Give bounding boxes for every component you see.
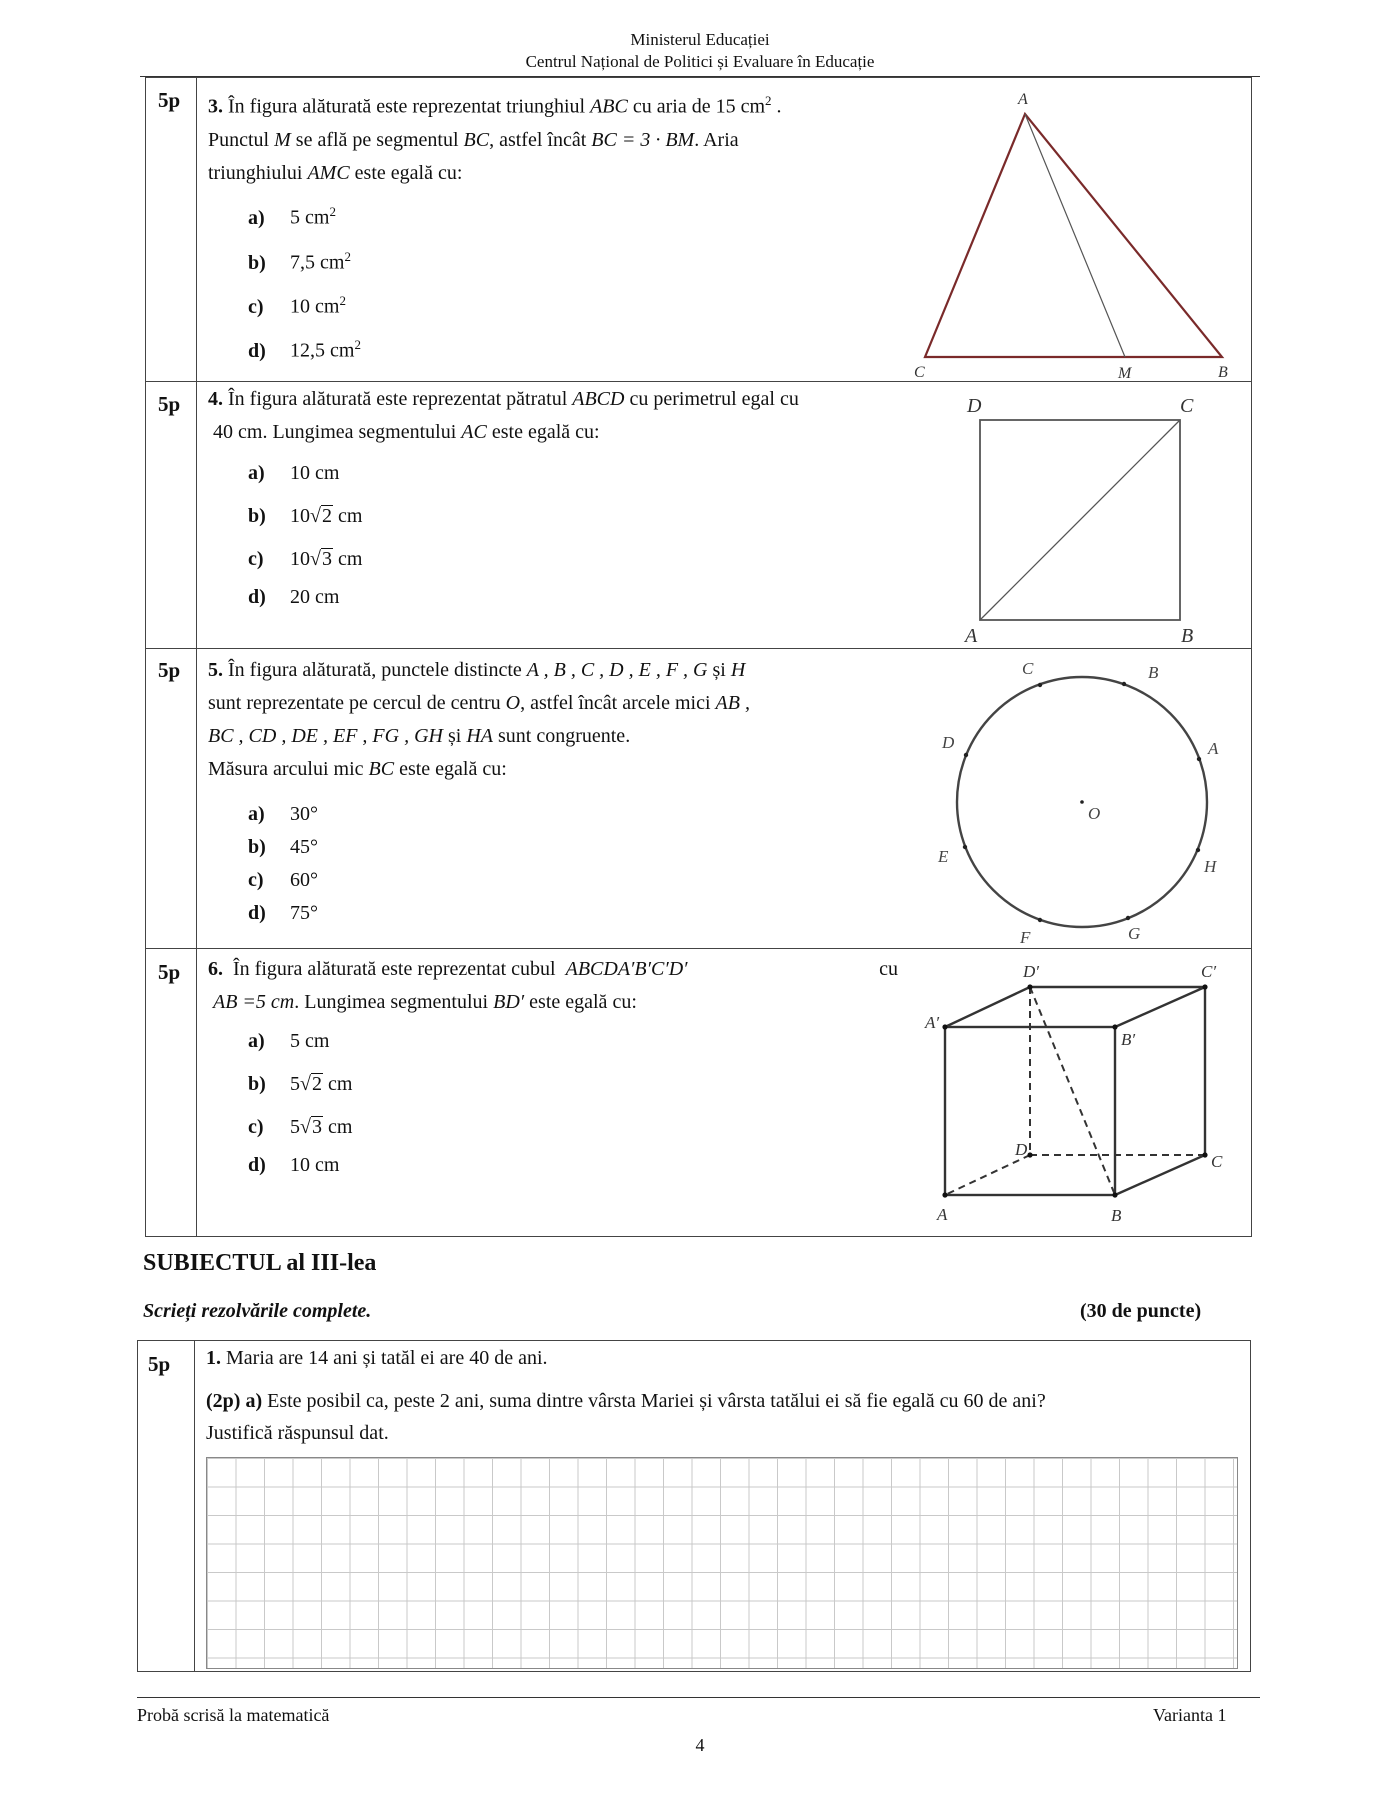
label-a: A: [1208, 739, 1219, 758]
vertex-c: [1202, 1152, 1207, 1157]
s3-q1-text: 1. Maria are 14 ani și tatăl ei are 40 de ani.: [206, 1347, 548, 1369]
q3-option-c: c) 10 $cm^2$: [248, 293, 346, 318]
q4-option-a: a) 10 cm: [248, 462, 340, 484]
point-a: [1197, 757, 1201, 761]
label-c: C: [1180, 395, 1194, 417]
q5-option-c: c) 60°: [248, 869, 318, 891]
header-center: Centrul Național de Politici și Evaluare în Educație: [525, 52, 875, 71]
triangle-abc: [925, 114, 1222, 357]
row-divider-5: [145, 948, 1252, 949]
vertex-b: [1112, 1192, 1117, 1197]
section-points: (30 de puncte): [1080, 1300, 1202, 1322]
s3-q1-points: 5p: [148, 1352, 171, 1376]
center-point-o: [1080, 800, 1084, 804]
label-b: B: [1218, 364, 1228, 381]
vertex-b1: [1112, 1024, 1117, 1029]
footer-rule: [137, 1697, 1260, 1698]
answer-grid[interactable]: [206, 1457, 1238, 1669]
q4-option-b: b) 10√2 cm: [248, 505, 363, 527]
vertex-c1: [1202, 984, 1207, 989]
q6-text: 6. În figura alăturată este reprezentat cubul ABCDA′B′C′D′ cu AB =5 cm. Lungimea segmentului BD′ este egală cu:: [208, 958, 898, 1013]
q5-circle-figure: [930, 652, 1230, 947]
label-d: D: [942, 733, 955, 752]
label-b: B: [1111, 1206, 1122, 1225]
label-c: C: [914, 364, 925, 381]
label-c: C: [1211, 1152, 1223, 1171]
label-a1: A′: [925, 1013, 940, 1032]
point-f: [1038, 918, 1042, 922]
hidden-edge-da: [945, 1155, 1030, 1195]
label-b: B: [1148, 663, 1159, 682]
q3-text: 3. În figura alăturată este reprezentat triunghiul ABC cu aria de 15 $cm^2$ . Punctul M se află pe segmentul BC, astfel încât BC = 3 · BM. Aria triunghiului AMC este egală cu:: [208, 93, 782, 184]
q4-square-figure: [955, 390, 1225, 645]
label-c1: C′: [1201, 962, 1217, 981]
vertex-d1: [1027, 984, 1032, 989]
section-title: SUBIECTUL al III-lea: [143, 1250, 377, 1276]
label-d: D: [967, 395, 982, 417]
q3-option-d: d) 12,5 $cm^2$: [248, 337, 361, 362]
point-e: [963, 845, 967, 849]
page-number: 4: [695, 1735, 705, 1755]
s3-points-column-divider: [194, 1340, 195, 1672]
cube-top-face: [945, 987, 1205, 1027]
label-m: M: [1118, 365, 1132, 382]
q5-points: 5p: [158, 658, 181, 682]
diagonal-ac: [980, 420, 1180, 620]
label-b: B: [1181, 625, 1194, 645]
label-f: F: [1020, 928, 1031, 947]
q3-points: 5p: [158, 88, 181, 112]
q4-text: 4. În figura alăturată este reprezentat pătratul ABCD cu perimetrul egal cu 40 cm. Lungimea segmentului AC este egală cu:: [208, 388, 799, 443]
vertex-d: [1027, 1152, 1032, 1157]
q4-option-c: c) 10√3 cm: [248, 548, 363, 570]
q6-option-c: c) 5√3 cm: [248, 1116, 353, 1138]
label-o: O: [1088, 804, 1101, 823]
point-c: [1038, 683, 1042, 687]
point-b: [1122, 682, 1126, 686]
q6-cube-figure: [915, 955, 1235, 1230]
q5-option-b: b) 45°: [248, 836, 318, 858]
label-a: A: [965, 625, 978, 645]
vertex-a: [942, 1192, 947, 1197]
q6-option-a: a) 5 cm: [248, 1030, 330, 1052]
q3-triangle-figure: [900, 82, 1240, 382]
q4-points: 5p: [158, 392, 181, 416]
q4-option-d: d) 20 cm: [248, 586, 340, 608]
point-d: [964, 753, 968, 757]
label-d1: D′: [1023, 962, 1039, 981]
q5-option-a: a) 30°: [248, 803, 318, 825]
q6-option-b: b) 5√2 cm: [248, 1073, 353, 1095]
label-b1: B′: [1121, 1030, 1136, 1049]
q6-option-d: d) 10 cm: [248, 1154, 340, 1176]
label-a: A: [1018, 91, 1028, 108]
q3-option-b: b) 7,5 $cm^2$: [248, 249, 351, 274]
point-h: [1196, 848, 1200, 852]
q3-option-a: a) 5 $cm^2$: [248, 204, 336, 229]
q6-points: 5p: [158, 960, 181, 984]
segment-am: [1025, 114, 1125, 357]
q5-text: 5. În figura alăturată, punctele distincte A , B , C , D , E , F , G și H sunt reprezentate pe cercul de centru O, astfel încât arcele mici AB , BC , CD , DE , EF , FG , GH și HA sunt congruente. Măsura arcului mic BC este egală cu:: [208, 659, 750, 780]
s3-q1-part-a: (2p) a) Este posibil ca, peste 2 ani, suma dintre vârsta Mariei și vârsta tatălui ei să fie egală cu 60 de ani? Justifică răspunsul dat.: [206, 1390, 1046, 1444]
point-g: [1126, 916, 1130, 920]
label-g: G: [1128, 924, 1141, 943]
diagonal-bd1: [1030, 987, 1115, 1195]
section-instruction: Scrieți rezolvările complete.: [143, 1300, 372, 1322]
footer-right: Varianta 1: [1153, 1705, 1227, 1725]
vertex-a1: [942, 1024, 947, 1029]
q5-option-d: d) 75°: [248, 902, 318, 924]
footer-left: Probă scrisă la matematică: [137, 1705, 330, 1725]
label-d: D: [1015, 1140, 1028, 1159]
label-e: E: [938, 847, 949, 866]
label-c: C: [1022, 659, 1034, 678]
cube-right-face: [1115, 987, 1205, 1195]
row-divider-4: [145, 648, 1252, 649]
label-h: H: [1204, 857, 1217, 876]
header-ministry: Ministerul Educației: [630, 30, 770, 49]
points-column-divider: [196, 77, 197, 1237]
label-a: A: [937, 1205, 948, 1224]
